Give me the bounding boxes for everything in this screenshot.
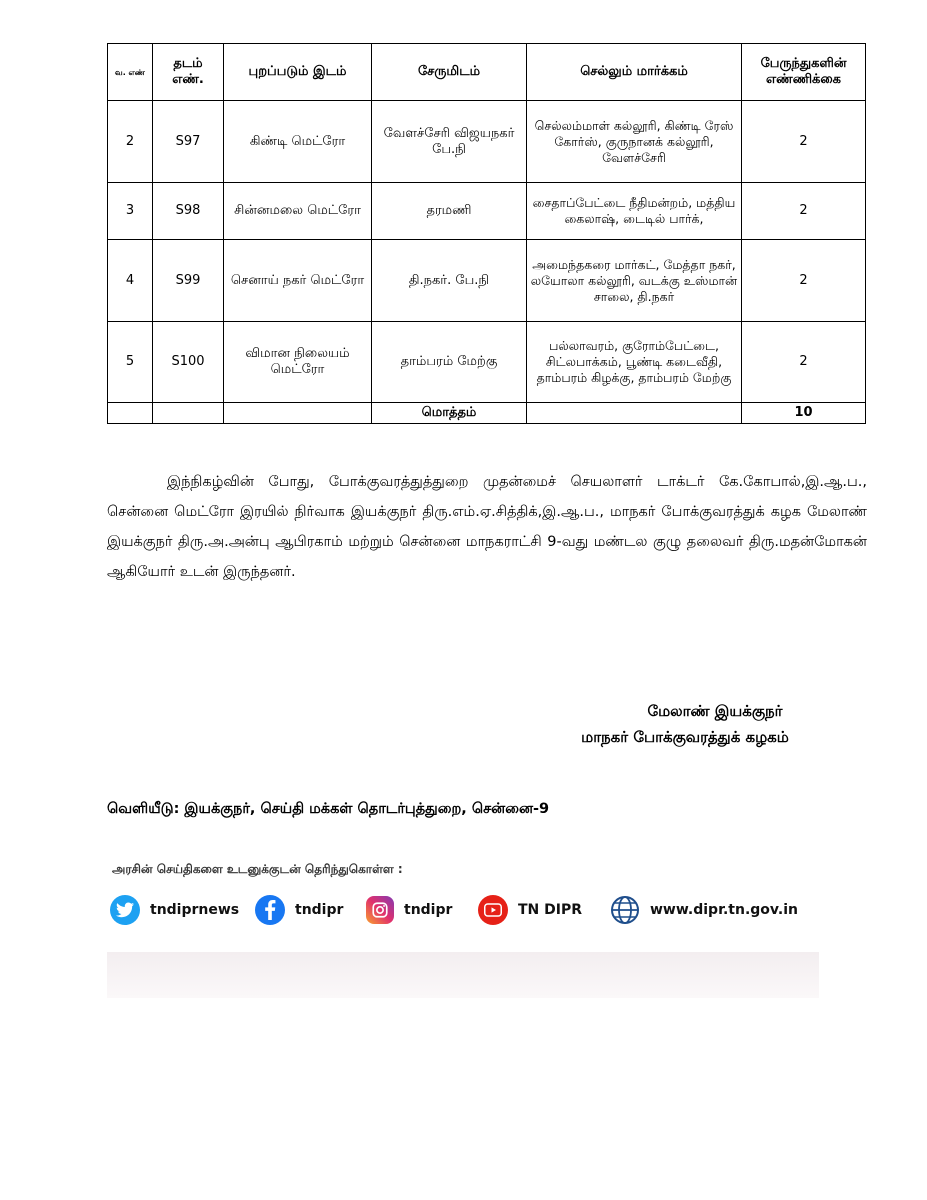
cell-route-number: S97 [153, 101, 224, 183]
bus-routes-table [107, 43, 866, 424]
cell-serial-number: 4 [108, 240, 153, 322]
cell-route-number: S100 [153, 322, 224, 403]
cell-serial-number: 5 [108, 322, 153, 403]
facebook-handle: tndipr [295, 902, 344, 918]
cell-bus-count: 2 [742, 240, 866, 322]
header-serial-number: வ. எண் [108, 44, 153, 101]
header-origin: புறப்படும் இடம் [224, 44, 372, 101]
cell-destination: தி.நகர். பே.நி [372, 240, 527, 322]
cell-destination: வேளச்சேரி விஜயநகர் பே.நி [372, 101, 527, 183]
twitter-icon [110, 895, 140, 925]
empty-cell [108, 403, 153, 424]
cell-via: அமைந்தகரை மார்கட், மேத்தா நகர், லயோலா கல்லூரி, வடக்கு உஸ்மான் சாலை, தி.நகர் [527, 240, 742, 322]
cell-destination: தரமணி [372, 183, 527, 240]
header-via: செல்லும் மார்க்கம் [527, 44, 742, 101]
footer-band [107, 952, 819, 998]
youtube-icon [478, 895, 508, 925]
empty-cell [153, 403, 224, 424]
youtube-channel: TN DIPR [518, 902, 583, 918]
twitter-handle: tndiprnews [150, 902, 240, 918]
signature-title: மேலாண் இயக்குநர் [647, 702, 783, 720]
follow-prompt: அரசின் செய்திகளை உடனுக்குடன் தெரிந்துகொள்ள : [112, 862, 403, 876]
total-row [108, 403, 866, 424]
table-row [108, 240, 866, 322]
social-links-bar [110, 892, 810, 928]
cell-via: செல்லம்மாள் கல்லூரி, கிண்டி ரேஸ் கோர்ஸ், குருநானக் கல்லூரி, வேளச்சேரி [527, 101, 742, 183]
header-route-number: தடம் எண். [153, 44, 224, 101]
twitter-link[interactable] [110, 892, 239, 928]
header-destination: சேருமிடம் [372, 44, 527, 101]
cell-route-number: S98 [153, 183, 224, 240]
facebook-link[interactable] [255, 892, 343, 928]
globe-icon [610, 895, 640, 925]
cell-route-number: S99 [153, 240, 224, 322]
facebook-icon [255, 895, 285, 925]
cell-via: சைதாப்பேட்டை நீதிமன்றம், மத்திய கைலாஷ், டைடில் பார்க், [527, 183, 742, 240]
signature-organization: மாநகர் போக்குவரத்துக் கழகம் [581, 728, 789, 746]
cell-origin: கிண்டி மெட்ரோ [224, 101, 372, 183]
empty-cell [527, 403, 742, 424]
cell-bus-count: 2 [742, 183, 866, 240]
table-row [108, 322, 866, 403]
website-link[interactable] [610, 892, 798, 928]
cell-bus-count: 2 [742, 101, 866, 183]
cell-bus-count: 2 [742, 322, 866, 403]
body-paragraph: இந்நிகழ்வின் போது, போக்குவரத்துத்துறை முதன்மைச் செயலாளர் டாக்டர் கே.கோபால்,இ.ஆ.ப., சென்னை மெட்ரோ இரயில் நிர்வாக இயக்குநர் திரு.எம்.ஏ.சித்திக்,இ.ஆ.ப., மாநகர் போக்குவரத்துக் கழக மேலாண் இயக்குநர் திரு.அ.அன்பு ஆபிரகாம் மற்றும் சென்னை மாநகராட்சி 9-வது மண்டல குழு தலைவர் திரு.மதன்மோகன் ஆகியோர் உடன் இருந்தனர். [107, 474, 867, 580]
total-value: 10 [742, 403, 866, 424]
cell-serial-number: 3 [108, 183, 153, 240]
youtube-link[interactable] [478, 892, 582, 928]
table-header-row [108, 44, 866, 101]
cell-destination: தாம்பரம் மேற்கு [372, 322, 527, 403]
instagram-icon [366, 896, 394, 924]
instagram-handle: tndipr [404, 902, 453, 918]
total-label: மொத்தம் [372, 403, 527, 424]
instagram-link[interactable] [366, 892, 452, 928]
cell-origin: விமான நிலையம் மெட்ரோ [224, 322, 372, 403]
website-url: www.dipr.tn.gov.in [650, 902, 798, 918]
table-row [108, 101, 866, 183]
cell-origin: சின்னமலை மெட்ரோ [224, 183, 372, 240]
cell-origin: செனாய் நகர் மெட்ரோ [224, 240, 372, 322]
empty-cell [224, 403, 372, 424]
cell-via: பல்லாவரம், குரோம்பேட்டை, சிட்லபாக்கம், பூண்டி கடைவீதி, தாம்பரம் கிழக்கு, தாம்பரம் மேற்கு [527, 322, 742, 403]
cell-serial-number: 2 [108, 101, 153, 183]
header-bus-count: பேருந்துகளின் எண்ணிக்கை [742, 44, 866, 101]
table-row [108, 183, 866, 240]
release-line: வெளியீடு: இயக்குநர், செய்தி மக்கள் தொடர்புத்துறை, சென்னை-9 [107, 801, 550, 817]
